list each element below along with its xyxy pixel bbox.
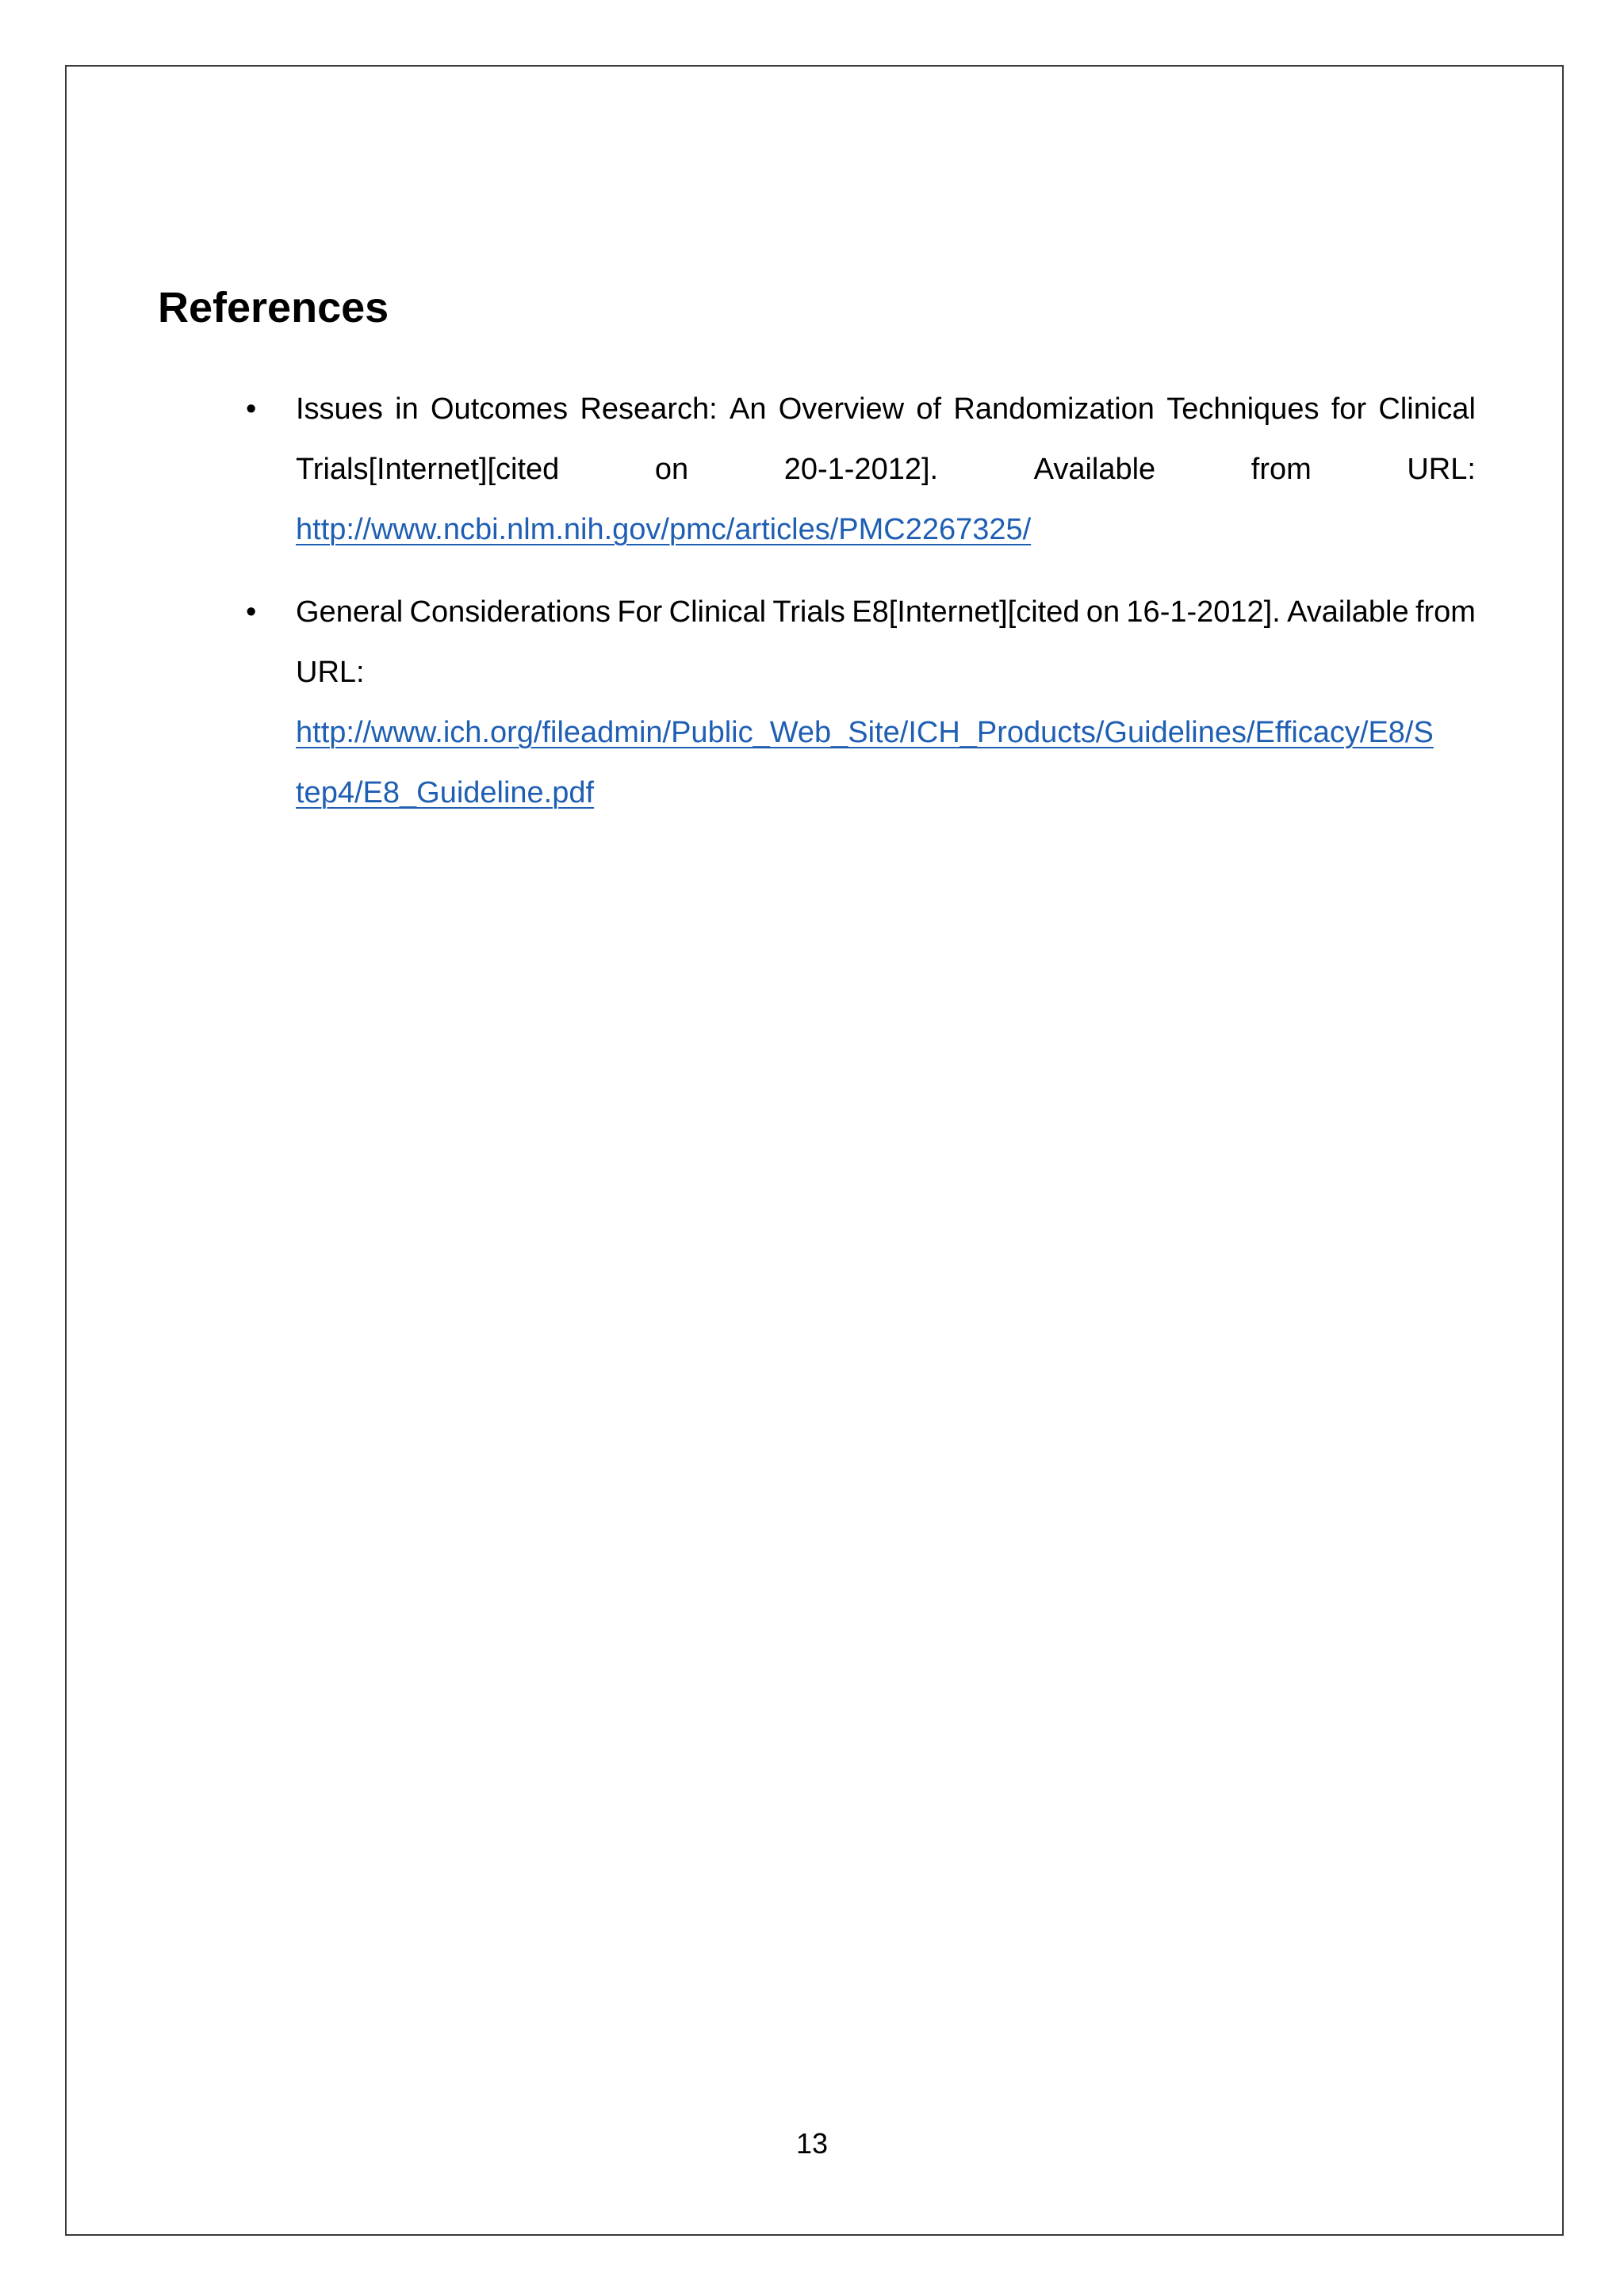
word: Overview <box>778 392 905 426</box>
word: from <box>1415 595 1476 629</box>
word: Trials <box>772 595 845 629</box>
word: Clinical <box>1378 392 1476 426</box>
reference-1-url-link[interactable]: http://www.ncbi.nlm.nih.gov/pmc/articles/PMC2267325/ <box>296 513 1032 546</box>
reference-2-line-1 <box>296 582 1476 642</box>
word: 16-1-2012]. <box>1126 595 1281 629</box>
word: of <box>916 392 942 426</box>
word: URL: <box>1407 453 1476 486</box>
word: Outcomes <box>431 392 569 426</box>
reference-1-line-1 <box>296 379 1476 439</box>
word: General <box>296 595 404 629</box>
reference-2-url-link-continued[interactable]: tep4/E8_Guideline.pdf <box>296 776 595 809</box>
word: An <box>729 392 767 426</box>
word: on <box>1086 595 1120 629</box>
page-heading: References <box>158 284 389 331</box>
word: Available <box>1033 453 1156 486</box>
word: in <box>395 392 419 426</box>
word: Techniques <box>1166 392 1320 426</box>
reference-2-url-link[interactable]: http://www.ich.org/fileadmin/Public_Web_Site/ICH_Products/Guidelines/Efficacy/E8/S <box>296 716 1434 749</box>
word: Randomization <box>953 392 1155 426</box>
word: Available <box>1287 595 1409 629</box>
reference-2-line-4 <box>296 763 594 823</box>
reference-1-line-3 <box>296 499 1031 560</box>
word: for <box>1331 392 1367 426</box>
word: For <box>617 595 663 629</box>
word: 20-1-2012]. <box>783 453 939 486</box>
bullet-icon: • <box>246 392 257 426</box>
word: Research: <box>580 392 718 426</box>
word: Clinical <box>668 595 767 629</box>
reference-2-line-3 <box>296 702 1434 763</box>
word: Trials[Internet][cited <box>296 453 560 486</box>
word: Issues <box>296 392 383 426</box>
word: E8[Internet][cited <box>852 595 1080 629</box>
page-number: 13 <box>795 2127 829 2160</box>
bullet-icon: • <box>246 595 257 629</box>
word: from <box>1251 453 1312 486</box>
word: on <box>654 453 689 486</box>
word: Considerations <box>409 595 611 629</box>
reference-2-line-2: URL: <box>296 656 365 689</box>
reference-1-line-2 <box>296 439 1476 499</box>
